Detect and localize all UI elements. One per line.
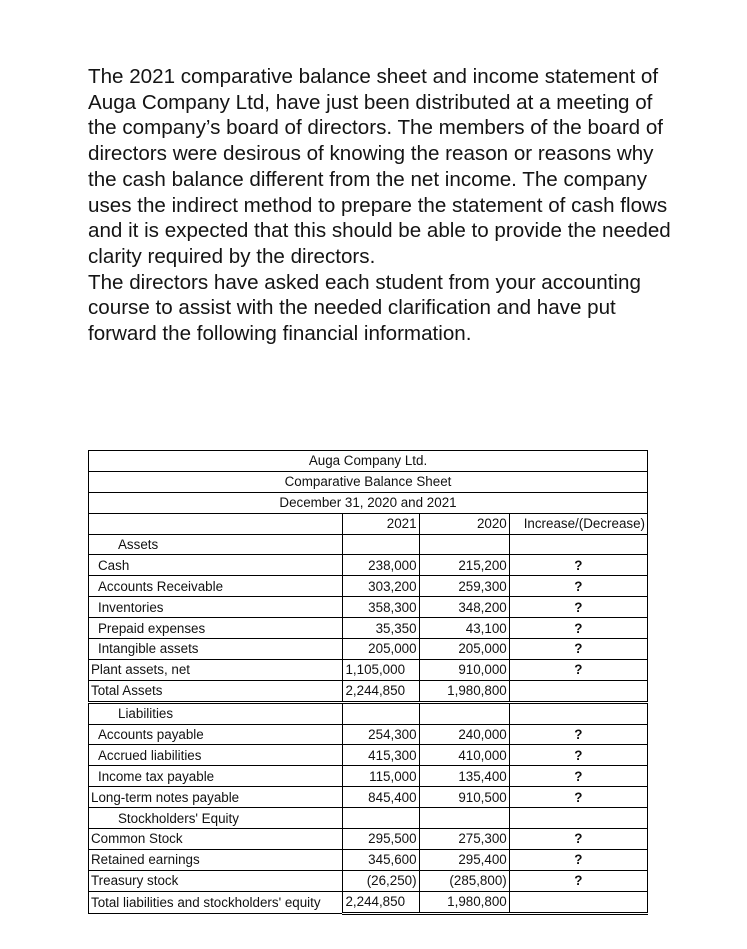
row-label: Plant assets, net bbox=[89, 659, 343, 680]
row-label: Total Assets bbox=[89, 680, 343, 702]
table-row bbox=[89, 639, 648, 660]
row-label: Total liabilities and stockholders' equity bbox=[89, 891, 343, 913]
value-2021: 845,400 bbox=[343, 787, 419, 808]
section-liabilities-row bbox=[89, 702, 648, 724]
empty-cell bbox=[419, 702, 509, 724]
row-label: Accrued liabilities bbox=[89, 745, 343, 766]
empty-cell bbox=[343, 702, 419, 724]
table-row bbox=[89, 618, 648, 639]
row-label: Accounts payable bbox=[89, 724, 343, 745]
row-label: Accounts Receivable bbox=[89, 576, 343, 597]
value-2020: 259,300 bbox=[419, 576, 509, 597]
section-liabilities: Liabilities bbox=[89, 702, 343, 724]
value-2020: 240,000 bbox=[419, 724, 509, 745]
value-2021: 345,600 bbox=[343, 849, 419, 870]
empty-cell bbox=[419, 808, 509, 829]
comparative-balance-sheet-table bbox=[88, 450, 648, 915]
row-label: Cash bbox=[89, 555, 343, 576]
change-value: ? bbox=[509, 849, 647, 870]
table-row bbox=[89, 870, 648, 891]
value-2020: 205,000 bbox=[419, 639, 509, 660]
table-row bbox=[89, 787, 648, 808]
row-label: Inventories bbox=[89, 597, 343, 618]
empty-cell bbox=[509, 702, 647, 724]
row-label: Retained earnings bbox=[89, 849, 343, 870]
header-label bbox=[89, 513, 343, 534]
section-assets: Assets bbox=[89, 534, 343, 555]
value-2021: 115,000 bbox=[343, 766, 419, 787]
value-2020: 215,200 bbox=[419, 555, 509, 576]
value-2021: (26,250) bbox=[343, 870, 419, 891]
row-label: Long-term notes payable bbox=[89, 787, 343, 808]
total-liabilities-equity-row bbox=[89, 891, 648, 913]
value-2021: 303,200 bbox=[343, 576, 419, 597]
header-change: Increase/(Decrease) bbox=[509, 513, 647, 534]
change-value: ? bbox=[509, 659, 647, 680]
company-name-row bbox=[89, 451, 648, 472]
statement-title: Comparative Balance Sheet bbox=[89, 471, 648, 492]
table-row bbox=[89, 829, 648, 850]
value-2021: 238,000 bbox=[343, 555, 419, 576]
value-2021: 35,350 bbox=[343, 618, 419, 639]
table-row bbox=[89, 766, 648, 787]
intro-paragraph-2: The directors have asked each student from your accounting course to assist with the needed clarification and have put forward the following financial information. bbox=[88, 270, 641, 346]
value-2021: 415,300 bbox=[343, 745, 419, 766]
table-row bbox=[89, 555, 648, 576]
section-equity: Stockholders' Equity bbox=[89, 808, 343, 829]
value-2020: 910,000 bbox=[419, 659, 509, 680]
value-2020: (285,800) bbox=[419, 870, 509, 891]
value-2020: 43,100 bbox=[419, 618, 509, 639]
row-label: Prepaid expenses bbox=[89, 618, 343, 639]
change-value: ? bbox=[509, 724, 647, 745]
section-equity-row bbox=[89, 808, 648, 829]
change-value: ? bbox=[509, 555, 647, 576]
change-value: ? bbox=[509, 870, 647, 891]
value-2021: 1,105,000 bbox=[343, 659, 419, 680]
value-2021: 2,244,850 bbox=[343, 891, 419, 913]
change-value: ? bbox=[509, 597, 647, 618]
value-2020: 1,980,800 bbox=[419, 680, 509, 702]
statement-date: December 31, 2020 and 2021 bbox=[89, 492, 648, 513]
empty-cell bbox=[343, 808, 419, 829]
change-value: ? bbox=[509, 787, 647, 808]
header-2021: 2021 bbox=[343, 513, 419, 534]
empty-cell bbox=[509, 534, 647, 555]
row-label: Common Stock bbox=[89, 829, 343, 850]
table-row bbox=[89, 597, 648, 618]
value-2021: 254,300 bbox=[343, 724, 419, 745]
statement-title-row bbox=[89, 471, 648, 492]
change-value bbox=[509, 680, 647, 702]
change-value bbox=[509, 891, 647, 913]
row-label: Income tax payable bbox=[89, 766, 343, 787]
table-row bbox=[89, 849, 648, 870]
value-2020: 135,400 bbox=[419, 766, 509, 787]
statement-date-row bbox=[89, 492, 648, 513]
empty-cell bbox=[509, 808, 647, 829]
change-value: ? bbox=[509, 639, 647, 660]
row-label: Treasury stock bbox=[89, 870, 343, 891]
row-label: Intangible assets bbox=[89, 639, 343, 660]
value-2020: 1,980,800 bbox=[419, 891, 509, 913]
value-2020: 910,500 bbox=[419, 787, 509, 808]
table-row bbox=[89, 659, 648, 680]
value-2020: 295,400 bbox=[419, 849, 509, 870]
change-value: ? bbox=[509, 766, 647, 787]
value-2020: 348,200 bbox=[419, 597, 509, 618]
change-value: ? bbox=[509, 829, 647, 850]
total-assets-row bbox=[89, 680, 648, 702]
section-assets-row bbox=[89, 534, 648, 555]
table-row bbox=[89, 745, 648, 766]
problem-statement bbox=[88, 64, 678, 347]
value-2021: 205,000 bbox=[343, 639, 419, 660]
empty-cell bbox=[419, 534, 509, 555]
change-value: ? bbox=[509, 576, 647, 597]
change-value: ? bbox=[509, 618, 647, 639]
header-2020: 2020 bbox=[419, 513, 509, 534]
value-2021: 2,244,850 bbox=[343, 680, 419, 702]
empty-cell bbox=[343, 534, 419, 555]
table-row bbox=[89, 576, 648, 597]
value-2021: 358,300 bbox=[343, 597, 419, 618]
header-row bbox=[89, 513, 648, 534]
company-name: Auga Company Ltd. bbox=[89, 451, 648, 472]
intro-paragraph-1: The 2021 comparative balance sheet and income statement of Auga Company Ltd, have just been distributed at a meeting of the company’s board of directors. The members of the board of directors were desirous of knowing the reason or reasons why the cash balance different from the net income. The company uses the indirect method to prepare the statement of cash flows and it is expected that this should be able to provide the needed clarity required by the directors. bbox=[88, 65, 671, 268]
table-row bbox=[89, 724, 648, 745]
value-2020: 410,000 bbox=[419, 745, 509, 766]
value-2020: 275,300 bbox=[419, 829, 509, 850]
change-value: ? bbox=[509, 745, 647, 766]
value-2021: 295,500 bbox=[343, 829, 419, 850]
